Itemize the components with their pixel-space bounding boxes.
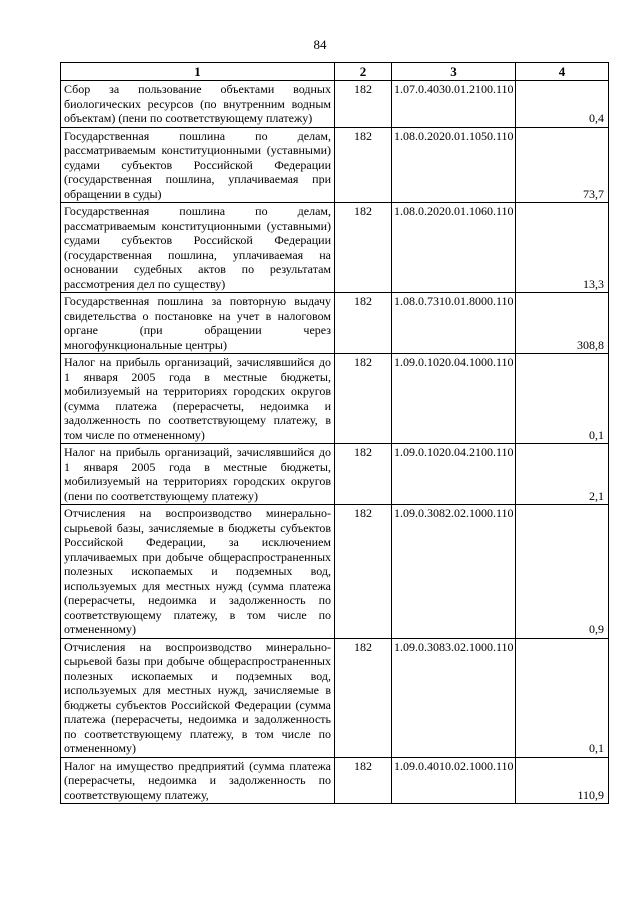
column-header: 2 bbox=[335, 63, 392, 81]
revenue-description: Отчисления на воспроизводство минерально-сырьевой базы, зачисляемые в бюджеты субъектов Российской Федерации, за исключением уплачиваемых при добыче общераспространенных полезных ископаемых и подземных вод, используемых для местных нужд (сумма платежа (перерасчеты, недоимка и задолженность по соответствующему платежу, в том числе по отмененному) bbox=[61, 505, 335, 639]
budget-code: 1.09.0.3082.02.1000.110 bbox=[392, 505, 516, 639]
amount: 0,9 bbox=[516, 505, 609, 639]
budget-code: 1.09.0.1020.04.2100.110 bbox=[392, 444, 516, 505]
table-row bbox=[61, 81, 609, 128]
admin-code: 182 bbox=[335, 505, 392, 639]
admin-code: 182 bbox=[335, 81, 392, 128]
amount: 2,1 bbox=[516, 444, 609, 505]
admin-code: 182 bbox=[335, 757, 392, 804]
budget-code: 1.09.0.4010.02.1000.110 bbox=[392, 757, 516, 804]
table-row bbox=[61, 444, 609, 505]
budget-code: 1.08.0.7310.01.8000.110 bbox=[392, 293, 516, 354]
revenue-description: Отчисления на воспроизводство минерально-сырьевой базы при добыче общераспространенных полезных ископаемых и подземных вод, используемых для местных нужд, зачисляемые в бюджеты субъектов Российской Федерации (сумма платежа (перерасчеты, недоимка и задолженность по соответствующему платежу, в том числе по отмененному) bbox=[61, 638, 335, 757]
revenue-description: Государственная пошлина по делам, рассматриваемым конституционными (уставными) судами субъектов Российской Федерации (государственная пошлина, уплачиваемая при обращении в суды) bbox=[61, 127, 335, 203]
budget-code: 1.09.0.1020.04.1000.110 bbox=[392, 354, 516, 444]
amount: 0,4 bbox=[516, 81, 609, 128]
column-header: 1 bbox=[61, 63, 335, 81]
admin-code: 182 bbox=[335, 293, 392, 354]
column-header: 3 bbox=[392, 63, 516, 81]
amount: 110,9 bbox=[516, 757, 609, 804]
admin-code: 182 bbox=[335, 638, 392, 757]
revenue-description: Государственная пошлина по делам, рассматриваемым конституционными (уставными) судами субъектов Российской Федерации (государственная пошлина, уплачиваемая на основании судебных актов по результатам рассмотрения дел по существу) bbox=[61, 203, 335, 293]
amount: 73,7 bbox=[516, 127, 609, 203]
table-row bbox=[61, 505, 609, 639]
amount: 0,1 bbox=[516, 354, 609, 444]
table-row bbox=[61, 127, 609, 203]
revenue-description: Налог на прибыль организаций, зачислявшийся до 1 января 2005 года в местные бюджеты, мобилизуемый на территориях городских округов (сумма платежа (перерасчеты, недоимка и задолженность по соответствующему платежу, в том числе по отмененному) bbox=[61, 354, 335, 444]
budget-code: 1.08.0.2020.01.1050.110 bbox=[392, 127, 516, 203]
table-row bbox=[61, 203, 609, 293]
table-row bbox=[61, 354, 609, 444]
page-number: 84 bbox=[313, 37, 327, 52]
revenue-description: Налог на имущество предприятий (сумма платежа (перерасчеты, недоимка и задолженность по соответствующему платежу, bbox=[61, 757, 335, 804]
revenue-description: Налог на прибыль организаций, зачислявшийся до 1 января 2005 года в местные бюджеты, мобилизуемый на территориях городских округов (пени по соответствующему платежу) bbox=[61, 444, 335, 505]
revenue-table bbox=[60, 62, 609, 804]
admin-code: 182 bbox=[335, 354, 392, 444]
budget-code: 1.08.0.2020.01.1060.110 bbox=[392, 203, 516, 293]
amount: 0,1 bbox=[516, 638, 609, 757]
admin-code: 182 bbox=[335, 127, 392, 203]
column-header: 4 bbox=[516, 63, 609, 81]
admin-code: 182 bbox=[335, 444, 392, 505]
budget-code: 1.07.0.4030.01.2100.110 bbox=[392, 81, 516, 128]
table-row bbox=[61, 757, 609, 804]
revenue-description: Государственная пошлина за повторную выдачу свидетельства о постановке на учет в налоговом органе (при обращении через многофункциональные центры) bbox=[61, 293, 335, 354]
table-row bbox=[61, 638, 609, 757]
table-header-row bbox=[61, 63, 609, 81]
revenue-description: Сбор за пользование объектами водных биологических ресурсов (по внутренним водным объектам) (пени по соответствующему платежу) bbox=[61, 81, 335, 128]
admin-code: 182 bbox=[335, 203, 392, 293]
amount: 13,3 bbox=[516, 203, 609, 293]
amount: 308,8 bbox=[516, 293, 609, 354]
table-row bbox=[61, 293, 609, 354]
budget-code: 1.09.0.3083.02.1000.110 bbox=[392, 638, 516, 757]
